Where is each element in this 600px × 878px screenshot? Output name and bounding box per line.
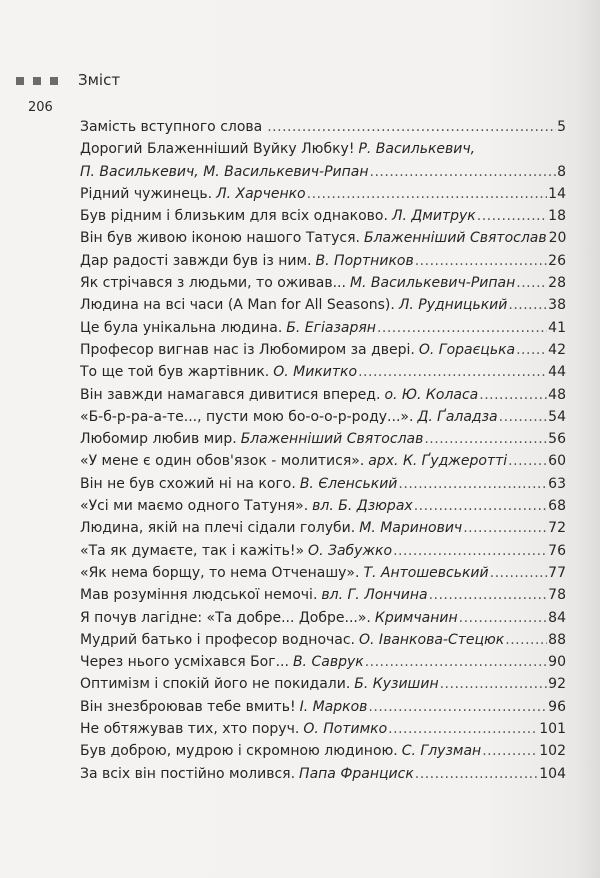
entry-title: Був доброю, мудрою і скромною людиною. <box>80 743 398 760</box>
entry-author: П. Василькевич, М. Василькевич-Рипан <box>80 163 369 180</box>
entry-page: 20 <box>548 230 567 247</box>
entry-author: М. Василькевич-Рипан <box>349 275 516 292</box>
toc-entry[interactable] <box>80 673 566 695</box>
entry-page: 63 <box>548 475 566 492</box>
toc-entry[interactable] <box>80 718 566 740</box>
entry-author: Папа Франциск <box>299 765 414 782</box>
entry-author: Р. Василькевич, <box>358 141 476 158</box>
toc-entry[interactable] <box>80 183 566 205</box>
dot-leader <box>440 673 548 695</box>
toc-entry[interactable] <box>80 227 566 249</box>
entry-page: 5 <box>557 119 566 135</box>
entry-page: 84 <box>548 609 566 626</box>
entry-author: Т. Антошевський <box>363 564 489 581</box>
toc-entry[interactable] <box>80 406 566 428</box>
toc-entry[interactable] <box>80 317 566 339</box>
entry-title: Через нього усміхався Бог... <box>80 654 289 671</box>
toc-entry[interactable] <box>80 294 566 316</box>
toc-entry[interactable] <box>80 607 566 629</box>
entry-author: Блаженніший Святослав <box>363 230 547 247</box>
entry-author: Б. Егіазарян <box>286 319 376 336</box>
entry-title: Мудрий батько і професор водночас. <box>80 631 356 648</box>
entry-author: О. Потимко <box>303 721 388 738</box>
entry-page: 68 <box>548 498 566 515</box>
toc-entry[interactable] <box>80 384 566 406</box>
dot-leader <box>516 339 547 361</box>
toc-entry[interactable] <box>80 138 566 160</box>
dot-leader <box>477 205 547 227</box>
entry-author: арх. К. Ґуджеротті <box>368 453 508 470</box>
entry-title: «Усі ми маємо одного Татуня». <box>80 498 309 515</box>
entry-author: Л. Рудницький <box>398 297 508 314</box>
toc-entry[interactable] <box>80 428 566 450</box>
toc-entry[interactable] <box>80 495 566 517</box>
page-number: 206 <box>28 100 53 115</box>
toc-entry[interactable] <box>80 450 566 472</box>
toc-entry[interactable] <box>80 562 566 584</box>
entry-author: М. Маринович <box>359 520 463 537</box>
entry-author: О. Гораєцька <box>418 341 516 358</box>
dot-leader <box>393 540 547 562</box>
entry-page: 8 <box>557 163 566 180</box>
toc-entry[interactable] <box>80 740 566 762</box>
entry-title: Він не був схожий ні на кого. <box>80 475 296 492</box>
entry-author: С. Глузман <box>401 743 482 760</box>
entry-title: «Та як думаєте, так і кажіть!» <box>80 542 305 559</box>
toc-entry[interactable] <box>80 205 566 227</box>
entry-title: Людина на всі часи (A Man for All Seasons). <box>80 297 395 314</box>
entry-title: Рідний чужинець. <box>80 185 213 202</box>
toc-entry[interactable] <box>80 629 566 651</box>
toc-entry[interactable] <box>80 584 566 606</box>
entry-page: 41 <box>548 319 566 336</box>
entry-author: О. Іванкова-Стецюк <box>359 631 505 648</box>
dot-leader <box>424 428 547 450</box>
entry-title: Як стрічався з людьми, то оживав... <box>80 275 346 292</box>
entry-title: За всіх він постійно молився. <box>80 765 296 782</box>
entry-title: Людина, якій на плечі сідали голуби. <box>80 520 356 537</box>
entry-author: О. Микитко <box>273 364 358 381</box>
square-marker-icon <box>33 77 41 85</box>
entry-title: Професор вигнав нас із Любомиром за двері. <box>80 341 415 358</box>
entry-title: Мав розуміння людської немочі. <box>80 587 318 604</box>
entry-title: Не обтяжував тих, хто поруч. <box>80 721 300 738</box>
entry-page: 76 <box>548 542 566 559</box>
entry-page: 18 <box>548 208 566 225</box>
entry-page: 60 <box>548 453 566 470</box>
entry-title: «Б-б-р-ра-а-те..., пусти мою бо-о-о-р-роду...». <box>80 408 414 425</box>
entry-page: 28 <box>548 275 566 292</box>
entry-title: Дорогий Блаженніший Вуйку Любку! <box>80 141 355 158</box>
toc-entry[interactable] <box>80 517 566 539</box>
dot-leader <box>414 495 547 517</box>
dot-leader <box>415 250 547 272</box>
entry-title: Був рідним і близьким для всіх однаково. <box>80 208 388 225</box>
entry-page: 42 <box>548 341 566 358</box>
entry-author: о. Ю. Коласа <box>384 386 479 403</box>
entry-title: То ще той був жартівник. <box>80 364 270 381</box>
dot-leader <box>368 696 547 718</box>
entry-author: Д. Ґаладза <box>417 408 498 425</box>
section-marker <box>16 70 58 92</box>
dot-leader <box>516 272 547 294</box>
entry-title: «Як нема борщу, то нема Отченашу». <box>80 564 360 581</box>
entry-page: 38 <box>548 297 566 314</box>
entry-author: О. Забужко <box>308 542 393 559</box>
entry-page: 14 <box>548 185 566 202</box>
entry-page: 48 <box>548 386 566 403</box>
entry-author: Кримчанин <box>374 609 458 626</box>
entry-author: вл. Г. Лончина <box>321 587 428 604</box>
entry-title: Він був живою іконою нашого Татуся. <box>80 230 360 247</box>
entry-author: Л. Харченко <box>216 185 306 202</box>
entry-title: Він завжди намагався дивитися вперед. <box>80 386 381 403</box>
toc-entry[interactable] <box>80 763 566 785</box>
dot-leader <box>508 294 547 316</box>
dot-leader <box>508 450 547 472</box>
dot-leader <box>459 607 548 629</box>
toc-entry[interactable] <box>80 161 566 183</box>
entry-author: В. Саврук <box>292 654 364 671</box>
entry-page: 56 <box>548 431 566 448</box>
entry-page: 54 <box>548 408 566 425</box>
toc-entry[interactable] <box>80 540 566 562</box>
entry-title: Я почув лагідне: «Та добре... Добре...». <box>80 609 371 626</box>
entry-author: В. Портников <box>315 252 414 269</box>
dot-leader <box>388 718 538 740</box>
dot-leader <box>370 161 557 183</box>
toc-entry[interactable] <box>80 696 566 718</box>
entry-page: 44 <box>548 364 566 381</box>
section-title: Зміст <box>78 71 121 89</box>
dot-leader <box>482 740 538 762</box>
dot-leader <box>415 763 538 785</box>
entry-title: Він знезброював тебе вмить! <box>80 698 296 715</box>
dot-leader <box>307 183 548 205</box>
entry-page: 77 <box>548 564 566 581</box>
entry-author: Блаженніший Святослав <box>240 431 424 448</box>
toc-entry[interactable] <box>80 361 566 383</box>
dot-leader <box>490 562 548 584</box>
dot-leader <box>365 651 547 673</box>
dot-leader <box>505 629 547 651</box>
dot-leader <box>479 384 547 406</box>
entry-title: Це була унікальна людина. <box>80 319 283 336</box>
entry-page: 96 <box>548 698 566 715</box>
entry-page: 92 <box>548 676 566 693</box>
entry-page: 88 <box>548 631 566 648</box>
entry-title: «У мене є один обов'язок - молитися». <box>80 453 365 470</box>
entry-title: Замість вступного слова <box>80 119 263 135</box>
dot-leader <box>358 361 547 383</box>
toc-entry[interactable] <box>80 473 566 495</box>
entry-author: В. Єленський <box>299 475 398 492</box>
dot-leader <box>499 406 548 428</box>
dot-leader <box>398 473 547 495</box>
dot-leader <box>267 116 556 138</box>
entry-title: Любомир любив мир. <box>80 431 237 448</box>
toc-entry[interactable] <box>80 272 566 294</box>
entry-page: 101 <box>539 721 566 738</box>
entry-page: 104 <box>539 765 566 782</box>
entry-page: 102 <box>539 743 566 760</box>
entry-title: Дар радості завжди був із ним. <box>80 252 312 269</box>
entry-title: Оптимізм і спокій його не покидали. <box>80 676 351 693</box>
entry-author: І. Марков <box>299 698 368 715</box>
entry-author: Л. Дмитрук <box>391 208 476 225</box>
dot-leader <box>463 517 547 539</box>
square-marker-icon <box>16 77 24 85</box>
table-of-contents <box>80 116 566 785</box>
entry-page: 72 <box>548 520 566 537</box>
entry-page: 90 <box>548 654 566 671</box>
toc-entry[interactable] <box>80 651 566 673</box>
entry-page: 26 <box>548 252 566 269</box>
dot-leader <box>429 584 548 606</box>
toc-entry[interactable] <box>80 250 566 272</box>
entry-page: 78 <box>548 587 566 604</box>
entry-author: Б. Кузишин <box>354 676 439 693</box>
entry-author: вл. Б. Дзюрах <box>312 498 413 515</box>
square-marker-icon <box>50 77 58 85</box>
toc-entry[interactable] <box>80 339 566 361</box>
toc-entry[interactable] <box>80 116 566 138</box>
dot-leader <box>377 317 547 339</box>
